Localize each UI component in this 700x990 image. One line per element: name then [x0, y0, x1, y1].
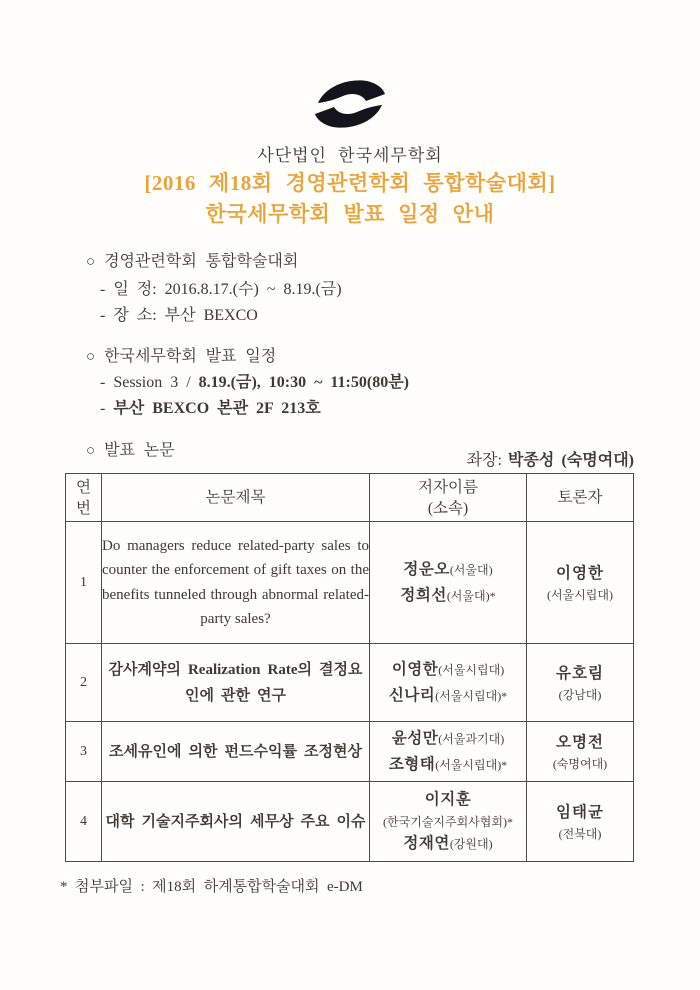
author-affiliation: (서울시립대)	[438, 662, 505, 677]
circle-bullet-icon: ○	[86, 349, 96, 365]
author-name: 이지훈	[424, 790, 472, 808]
session-line	[100, 369, 409, 392]
table-header-row	[66, 474, 634, 522]
papers-table	[65, 473, 634, 862]
author-name: 정희선	[400, 586, 447, 604]
discussant-affiliation: (강남대)	[558, 687, 602, 702]
paper-title-cell	[102, 782, 370, 862]
conference-venue-line: - 장 소: 부산 BEXCO	[100, 307, 258, 324]
session-prefix: - Session 3 /	[100, 374, 199, 391]
room-line	[100, 395, 321, 418]
attachment-note: * 첨부파일 : 제18회 하계통합학술대회 e-DM	[60, 879, 363, 895]
author-name: 신나리	[388, 686, 436, 704]
header-paper-title: 논문제목	[102, 474, 370, 522]
discussant-name: 오명전	[556, 733, 604, 751]
paper-title: 대학 기술지주회사의 세무상 주요 이슈	[105, 813, 366, 830]
table-row	[66, 782, 634, 862]
author-affiliation: (서울시립대)*	[435, 757, 508, 772]
table-row	[66, 644, 634, 722]
author-name: 정재연	[403, 834, 450, 852]
discussant-cell	[527, 644, 634, 722]
author-affiliation: (서울시립대)*	[435, 688, 508, 703]
author-affiliation: (서울과기대)	[438, 731, 505, 746]
section-conference-title: 경영관련학회 통합학술대회	[104, 253, 299, 270]
section-papers-title: 발표 논문	[104, 442, 175, 459]
paper-title-cell	[102, 722, 370, 782]
section-presentation-title: 한국세무학회 발표 일정	[104, 348, 277, 365]
discussant-name: 임태균	[556, 803, 604, 821]
author-affiliation: (서울대)*	[446, 588, 496, 603]
row-number: 2	[66, 644, 102, 722]
author-affiliation: (강원대)	[449, 836, 493, 851]
document-title: [2016 제18회 경영관련학회 통합학술대회]	[144, 171, 556, 195]
discussant-cell	[527, 782, 634, 862]
header-no: 연 번	[66, 474, 102, 522]
header-author: 저자이름 (소속)	[370, 474, 527, 522]
row-number: 3	[66, 722, 102, 782]
paper-title-cell	[102, 644, 370, 722]
authors-cell	[370, 782, 527, 862]
section-presentation-heading	[86, 343, 276, 366]
author-name: 정운오	[403, 560, 450, 578]
session-chair	[467, 447, 634, 470]
section-papers-heading	[86, 437, 175, 460]
discussant-name: 이영한	[556, 564, 604, 582]
paper-title: 조세유인에 의한 펀드수익률 조정현상	[109, 743, 362, 760]
author-affiliation: (서울대)	[449, 562, 493, 577]
paper-title: Do managers reduce related-party sales to counter the enforcement of gift taxes on the benefits tunneled through abnormal related-party sales?	[102, 538, 369, 627]
discussant-cell	[527, 522, 634, 644]
section-conference-heading	[86, 248, 298, 271]
document-subtitle: 한국세무학회 발표 일정 안내	[205, 202, 495, 226]
table-row	[66, 722, 634, 782]
row-number: 4	[66, 782, 102, 862]
room-detail: 부산 BEXCO 본관 2F 213호	[113, 400, 321, 417]
authors-cell	[370, 522, 527, 644]
circle-bullet-icon: ○	[86, 443, 96, 459]
authors-cell	[370, 644, 527, 722]
header-discussant: 토론자	[527, 474, 634, 522]
chair-name: 박종성 (숙명여대)	[507, 452, 634, 469]
author-name: 이영한	[391, 660, 439, 678]
table-row	[66, 522, 634, 644]
organization-name: 사단법인 한국세무학회	[257, 146, 443, 165]
conference-date-line: - 일 정: 2016.8.17.(수) ~ 8.19.(금)	[100, 281, 342, 298]
discussant-affiliation: (전북대)	[558, 826, 602, 841]
author-affiliation: (한국기술지주회사협회)*	[383, 814, 513, 829]
row-number: 1	[66, 522, 102, 644]
chair-label: 좌장:	[466, 452, 502, 469]
circle-bullet-icon: ○	[86, 254, 96, 270]
room-prefix: -	[100, 400, 114, 417]
author-name: 조형태	[388, 755, 436, 773]
discussant-name: 유호림	[556, 664, 604, 682]
discussant-affiliation: (숙명여대)	[552, 756, 608, 771]
org-logo-icon	[312, 76, 388, 134]
discussant-cell	[527, 722, 634, 782]
paper-title: 감사계약의 Realization Rate의 결정요인에 관한 연구	[108, 661, 363, 704]
paper-title-cell	[102, 522, 370, 644]
discussant-affiliation: (서울시립대)	[547, 587, 613, 602]
session-detail: 8.19.(금), 10:30 ~ 11:50(80분)	[198, 374, 409, 391]
authors-cell	[370, 722, 527, 782]
author-name: 윤성만	[391, 729, 439, 747]
